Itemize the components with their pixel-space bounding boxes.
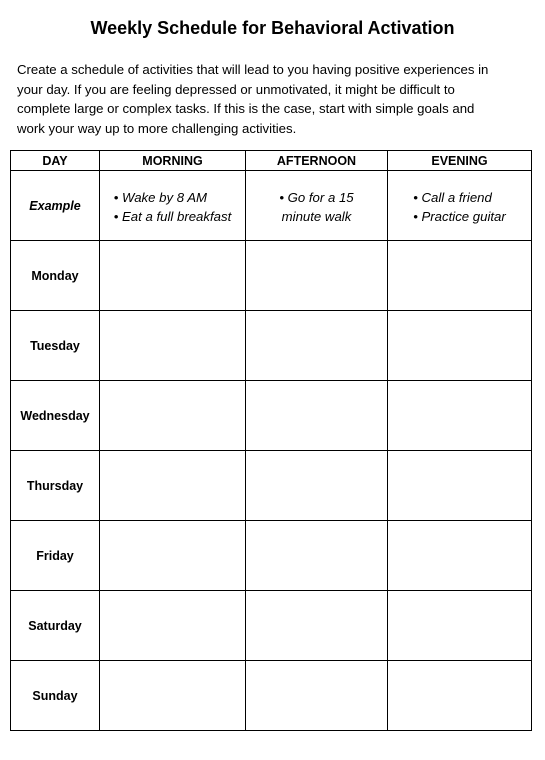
example-morning-item: • Wake by 8 AM bbox=[113, 190, 208, 205]
afternoon-cell[interactable] bbox=[246, 591, 388, 661]
evening-cell[interactable] bbox=[388, 591, 532, 661]
page-title: Weekly Schedule for Behavioral Activation bbox=[90, 18, 455, 38]
intro-line: Create a schedule of activities that will lead to you having positive experiences in bbox=[17, 62, 489, 77]
morning-cell[interactable] bbox=[100, 661, 246, 731]
afternoon-cell[interactable] bbox=[246, 381, 388, 451]
morning-cell[interactable] bbox=[100, 451, 246, 521]
example-evening-item: • Practice guitar bbox=[413, 209, 506, 224]
header-afternoon: AFTERNOON bbox=[246, 151, 388, 171]
morning-cell[interactable] bbox=[100, 591, 246, 661]
afternoon-cell[interactable] bbox=[246, 241, 388, 311]
day-row-monday bbox=[11, 241, 532, 311]
afternoon-cell[interactable] bbox=[246, 311, 388, 381]
intro-line: work your way up to more challenging activities. bbox=[17, 120, 297, 136]
day-row-wednesday bbox=[11, 381, 532, 451]
day-row-friday bbox=[11, 521, 532, 591]
evening-cell[interactable] bbox=[388, 521, 532, 591]
day-row-saturday bbox=[11, 591, 532, 661]
evening-cell[interactable] bbox=[388, 661, 532, 731]
day-row-thursday bbox=[11, 451, 532, 521]
example-label: Example bbox=[11, 171, 100, 241]
evening-cell[interactable] bbox=[388, 451, 532, 521]
day-label: Thursday bbox=[11, 451, 100, 521]
afternoon-cell[interactable] bbox=[246, 521, 388, 591]
intro-paragraph bbox=[17, 60, 532, 138]
day-row-tuesday bbox=[11, 311, 532, 381]
header-day: DAY bbox=[11, 151, 100, 171]
example-morning-cell bbox=[100, 171, 246, 241]
evening-cell[interactable] bbox=[388, 311, 532, 381]
header-row bbox=[11, 151, 532, 171]
day-label: Wednesday bbox=[11, 381, 100, 451]
schedule-table bbox=[10, 150, 532, 731]
evening-cell[interactable] bbox=[388, 241, 532, 311]
morning-cell[interactable] bbox=[100, 241, 246, 311]
example-afternoon-cell bbox=[246, 171, 388, 241]
example-afternoon-item: minute walk bbox=[281, 209, 352, 224]
morning-cell[interactable] bbox=[100, 521, 246, 591]
intro-line: complete large or complex tasks. If this is the case, start with simple goals and bbox=[17, 101, 475, 116]
morning-cell[interactable] bbox=[100, 381, 246, 451]
example-row bbox=[11, 171, 532, 241]
example-morning-item: • Eat a full breakfast bbox=[113, 209, 232, 224]
afternoon-cell[interactable] bbox=[246, 451, 388, 521]
day-label: Tuesday bbox=[11, 311, 100, 381]
header-evening: EVENING bbox=[388, 151, 532, 171]
day-row-sunday bbox=[11, 661, 532, 731]
example-evening-cell bbox=[388, 171, 532, 241]
intro-line: your day. If you are feeling depressed or unmotivated, it might be difficult to bbox=[17, 81, 455, 97]
day-label: Friday bbox=[11, 521, 100, 591]
afternoon-cell[interactable] bbox=[246, 661, 388, 731]
example-evening-item: • Call a friend bbox=[413, 190, 492, 205]
morning-cell[interactable] bbox=[100, 311, 246, 381]
day-label: Saturday bbox=[11, 591, 100, 661]
day-label: Monday bbox=[11, 241, 100, 311]
header-morning: MORNING bbox=[100, 151, 246, 171]
evening-cell[interactable] bbox=[388, 381, 532, 451]
day-label: Sunday bbox=[11, 661, 100, 731]
example-afternoon-item: • Go for a 15 bbox=[279, 190, 354, 205]
